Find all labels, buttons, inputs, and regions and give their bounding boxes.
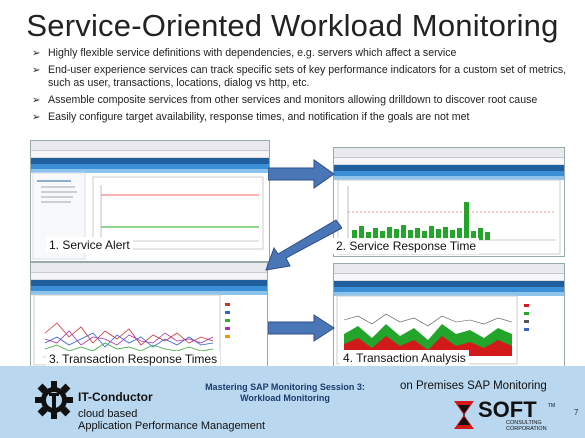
caption-transaction-response-times: 3. Transaction Response Times <box>46 351 220 367</box>
bullet-item: ➢ End-user experience services can track specific sets of key performance indicators for a custom set of metrics, such as user, transactions, locations, dialog vs http, etc. <box>32 64 567 89</box>
brand-tagline: cloud based Application Performance Management <box>78 408 266 432</box>
arrow-bullet-icon: ➢ <box>32 112 41 123</box>
caption-transaction-analysis: 4. Transaction Analysis <box>340 350 469 366</box>
gear-logo-icon <box>34 380 74 420</box>
caption-service-alert: 1. Service Alert <box>46 237 133 253</box>
bullet-list <box>32 47 582 128</box>
page-number: 7 <box>574 408 579 417</box>
brand-name: IT-Conductor <box>78 390 153 404</box>
bullet-item: ➢ Assemble composite services from other services and monitors allowing drilldown to discover root cause <box>32 94 538 106</box>
arrow-down-left-icon <box>262 218 342 274</box>
bullet-item: ➢ Easily configure target availability, response times, and notification if the goals are not met <box>32 111 470 123</box>
arrow-bullet-icon: ➢ <box>32 95 41 106</box>
chart-legend <box>225 303 230 338</box>
slide-title: Service-Oriented Workload Monitoring <box>26 8 559 43</box>
onprem-label: on Premises SAP Monitoring <box>400 380 547 392</box>
arrow-right-icon <box>268 314 336 342</box>
arrow-bullet-icon: ➢ <box>32 48 41 59</box>
svg-text:SOFT: SOFT <box>478 397 537 422</box>
arrow-bullet-icon: ➢ <box>32 65 41 76</box>
svg-text:CORPORATION: CORPORATION <box>506 426 547 432</box>
caption-service-response-time: 2. Service Response Time <box>333 238 479 254</box>
svg-text:CONSULTING: CONSULTING <box>506 420 542 426</box>
svg-text:TM: TM <box>548 403 556 409</box>
soft-logo-icon <box>450 395 570 433</box>
arrow-right-icon <box>268 158 336 190</box>
chart-legend <box>524 304 529 331</box>
session-title: Mastering SAP Monitoring Session 3: Workload Monitoring <box>205 382 365 403</box>
bullet-item: ➢ Highly flexible service definitions with dependencies, e.g. servers which affect a service <box>32 47 457 59</box>
